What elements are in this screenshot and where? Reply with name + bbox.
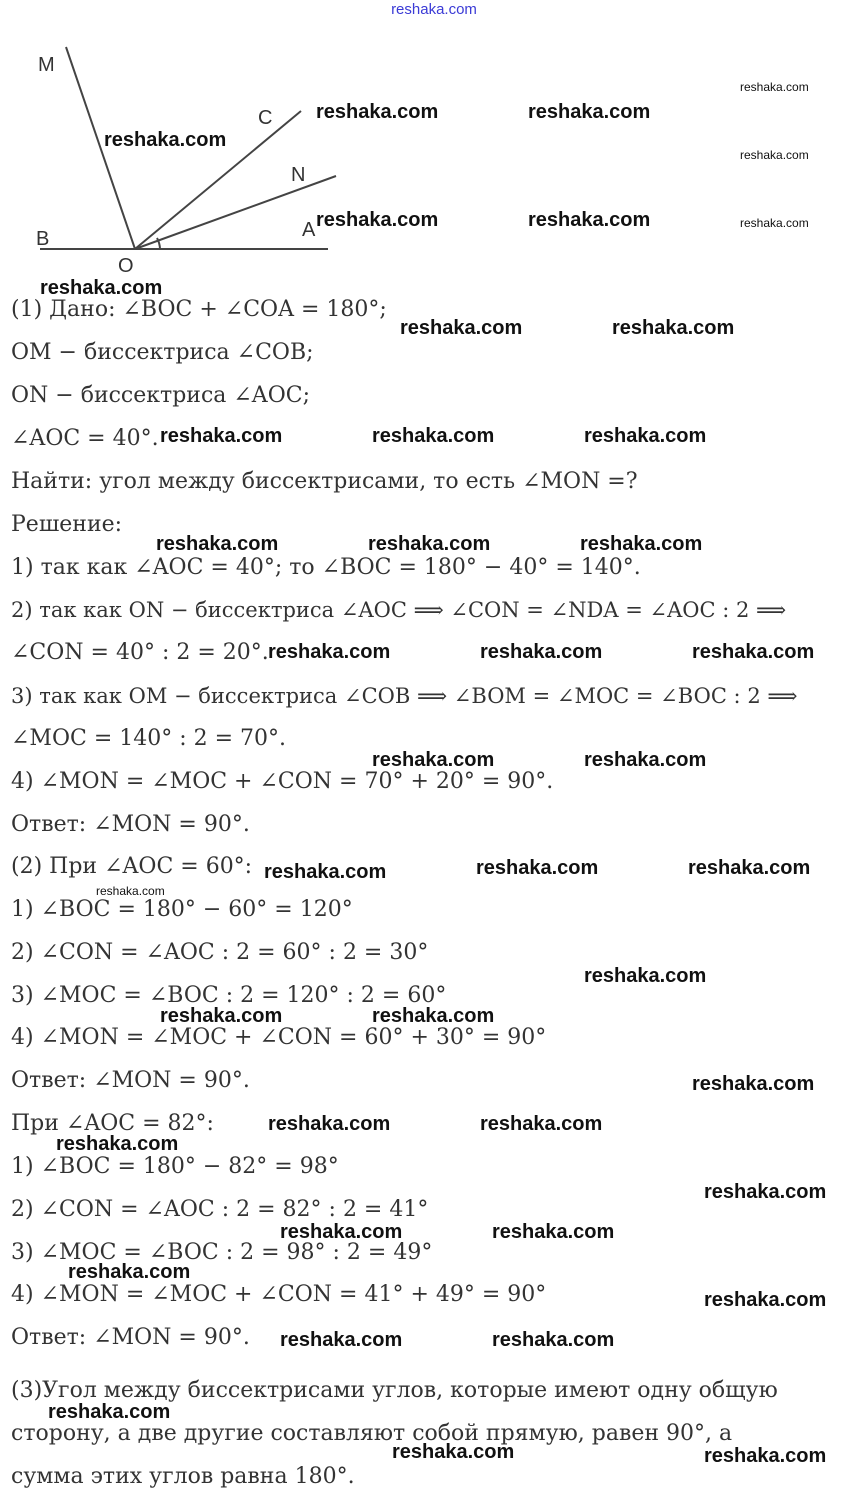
watermark: reshaka.com bbox=[692, 1073, 815, 1095]
solution-line: 1) ∠BOC = 180° − 60° = 120° bbox=[11, 897, 353, 922]
watermark: reshaka.com bbox=[480, 641, 603, 663]
watermark: reshaka.com bbox=[372, 1005, 495, 1027]
watermark: reshaka.com bbox=[316, 101, 439, 123]
watermark: reshaka.com bbox=[372, 749, 495, 771]
solution-line: ∠AOC = 40°. bbox=[11, 426, 159, 451]
watermark: reshaka.com bbox=[492, 1329, 615, 1351]
solution-line: ∠MOC = 140° : 2 = 70°. bbox=[11, 726, 287, 751]
solution-line: 2) ∠CON = ∠AOC : 2 = 60° : 2 = 30° bbox=[11, 940, 429, 965]
watermark: reshaka.com bbox=[584, 749, 707, 771]
watermark: reshaka.com bbox=[584, 425, 707, 447]
watermark: reshaka.com bbox=[104, 129, 227, 151]
solution-line: ON − биссектриса ∠AOC; bbox=[11, 383, 310, 408]
solution-line: 3) так как OM − биссектриса ∠COB ⟹ ∠BOM = ∠MOC = ∠BOC : 2 ⟹ bbox=[11, 684, 798, 708]
solution-line: 4) ∠MON = ∠MOC + ∠CON = 70° + 20° = 90°. bbox=[11, 769, 554, 794]
label-N: N bbox=[291, 164, 306, 186]
watermark: reshaka.com bbox=[280, 1329, 403, 1351]
solution-line: 2) так как ON − биссектриса ∠AOC ⟹ ∠CON = ∠NDA = ∠AOC : 2 ⟹ bbox=[11, 598, 787, 622]
conclusion-line: сумма этих углов равна 180°. bbox=[11, 1464, 355, 1489]
watermark: reshaka.com bbox=[580, 533, 703, 555]
watermark: reshaka.com bbox=[56, 1133, 179, 1155]
watermark: reshaka.com bbox=[692, 641, 815, 663]
solution-line: (1) Дано: ∠BOC + ∠COA = 180°; bbox=[11, 297, 387, 322]
answer-line: Ответ: ∠MON = 90°. bbox=[11, 1068, 250, 1093]
label-C: C bbox=[258, 107, 273, 129]
watermark: reshaka.com bbox=[68, 1261, 191, 1283]
watermark: reshaka.com bbox=[400, 317, 523, 339]
watermark: reshaka.com bbox=[704, 1289, 827, 1311]
watermark: reshaka.com bbox=[96, 884, 165, 898]
answer-line: Ответ: ∠MON = 90°. bbox=[11, 1325, 250, 1350]
solution-line: 1) ∠BOC = 180° − 82° = 98° bbox=[11, 1154, 339, 1179]
watermark: reshaka.com bbox=[160, 425, 283, 447]
solution-line: 4) ∠MON = ∠MOC + ∠CON = 60° + 30° = 90° bbox=[11, 1025, 547, 1050]
conclusion-line: сторону, а две другие составляют собой прямую, равен 90°, а bbox=[11, 1421, 733, 1446]
solution-line: 2) ∠CON = ∠AOC : 2 = 82° : 2 = 41° bbox=[11, 1197, 429, 1222]
solution-line: 3) ∠MOC = ∠BOC : 2 = 98° : 2 = 49° bbox=[11, 1240, 433, 1265]
watermark: reshaka.com bbox=[372, 425, 495, 447]
solution-line: 3) ∠MOC = ∠BOC : 2 = 120° : 2 = 60° bbox=[11, 983, 447, 1008]
watermark: reshaka.com bbox=[704, 1181, 827, 1203]
solution-line: Решение: bbox=[11, 512, 123, 537]
label-O: O bbox=[118, 255, 134, 277]
watermark: reshaka.com bbox=[528, 101, 651, 123]
label-M: M bbox=[38, 54, 55, 76]
solution-line: OM − биссектриса ∠COB; bbox=[11, 340, 314, 365]
watermark: reshaka.com bbox=[268, 641, 391, 663]
watermark: reshaka.com bbox=[740, 216, 809, 230]
solution-line: (2) При ∠AOC = 60°: bbox=[11, 854, 253, 879]
watermark: reshaka.com bbox=[316, 209, 439, 231]
solution-line: 4) ∠MON = ∠MOC + ∠CON = 41° + 49° = 90° bbox=[11, 1282, 547, 1307]
watermark: reshaka.com bbox=[688, 857, 811, 879]
watermark: reshaka.com bbox=[160, 1005, 283, 1027]
watermark: reshaka.com bbox=[492, 1221, 615, 1243]
watermark: reshaka.com bbox=[392, 1441, 515, 1463]
watermark: reshaka.com bbox=[528, 209, 651, 231]
solution-line: 1) так как ∠AOC = 40°; то ∠BOC = 180° − 40° = 140°. bbox=[11, 555, 641, 580]
solution-line: ∠CON = 40° : 2 = 20°. bbox=[11, 640, 269, 665]
watermark: reshaka.com bbox=[740, 148, 809, 162]
label-A: A bbox=[302, 219, 316, 241]
watermark: reshaka.com bbox=[268, 1113, 391, 1135]
watermark: reshaka.com bbox=[740, 80, 809, 94]
solution-line: Найти: угол между биссектрисами, то есть ∠MON =? bbox=[11, 469, 638, 494]
conclusion-line: (3)Угол между биссектрисами углов, которые имеют одну общую bbox=[11, 1378, 778, 1403]
watermark: reshaka.com bbox=[612, 317, 735, 339]
watermark: reshaka.com bbox=[704, 1445, 827, 1467]
watermark: reshaka.com bbox=[476, 857, 599, 879]
watermark: reshaka.com bbox=[480, 1113, 603, 1135]
watermark: reshaka.com bbox=[264, 861, 387, 883]
watermark: reshaka.com bbox=[40, 277, 163, 299]
watermark: reshaka.com bbox=[280, 1221, 403, 1243]
watermark: reshaka.com bbox=[156, 533, 279, 555]
site-header-link[interactable]: reshaka.com bbox=[391, 1, 477, 18]
solution-line: При ∠AOC = 82°: bbox=[11, 1111, 214, 1136]
watermark: reshaka.com bbox=[368, 533, 491, 555]
watermark: reshaka.com bbox=[48, 1401, 171, 1423]
answer-line: Ответ: ∠MON = 90°. bbox=[11, 812, 250, 837]
label-B: B bbox=[36, 228, 50, 250]
watermark: reshaka.com bbox=[584, 965, 707, 987]
